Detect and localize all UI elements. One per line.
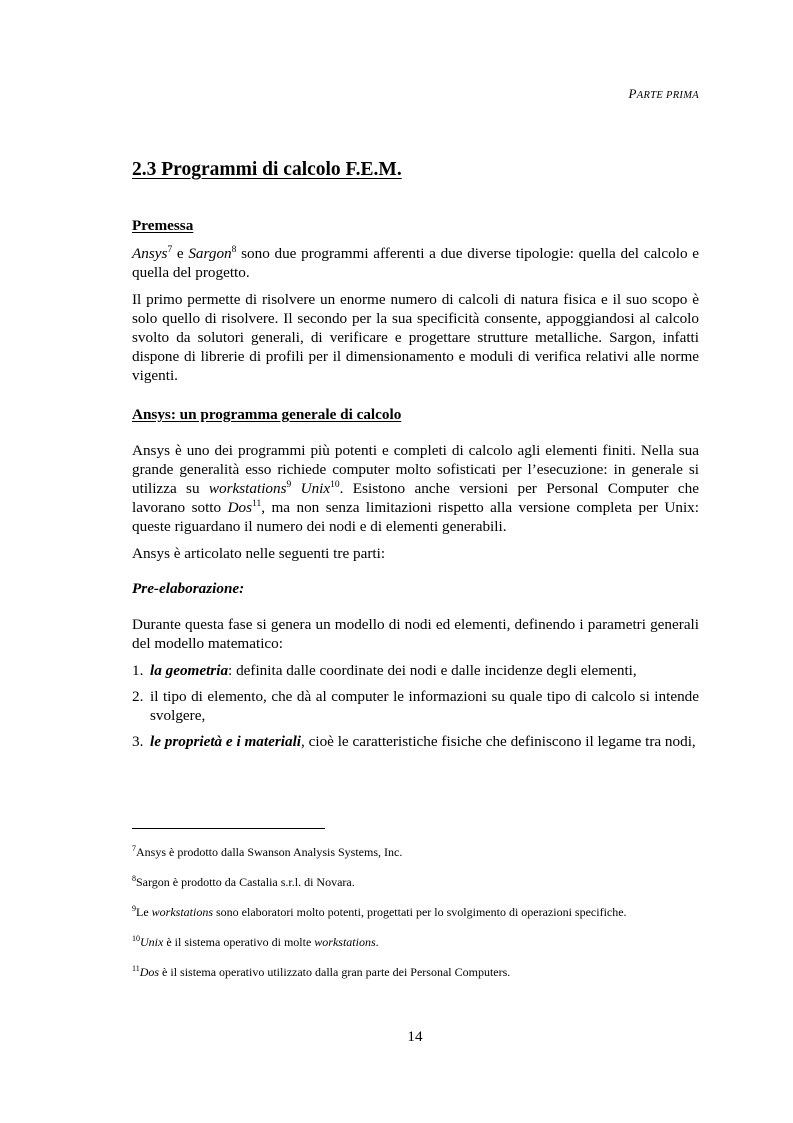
ansys-paragraph-2: Ansys è articolato nelle seguenti tre parti: [132,545,386,562]
footnote-term: workstations [151,905,213,919]
footnote-ref-10[interactable]: 10 [330,480,340,490]
list-item-emphasis: la geometria [150,662,229,679]
premessa-heading: Premessa [132,217,194,234]
main-content [132,158,699,758]
ansys-paragraph-1 [132,441,699,536]
workstations-term: workstations [208,480,287,497]
page-number: 14 [407,1028,423,1045]
sargon-term: Sargon [188,245,232,262]
list-number: 2. [132,688,144,705]
list-item-text: : definita dalle coordinate dei nodi e dalle incidenze degli elementi, [228,662,637,679]
footnote-text: . [375,935,379,949]
footnote-divider [132,828,325,829]
footnote-number: 8 [132,874,136,883]
premessa-p1-rest: sono due programmi afferenti a due diverse tipologie: quella del calcolo e quella del progetto. [132,245,699,281]
footnote-ref-9[interactable]: 9 [286,480,292,490]
footnote-text: è il sistema operativo utilizzato dalla gran parte dei Personal Computers. [159,965,511,979]
footnote-number: 9 [132,904,136,913]
list-item [132,687,699,725]
footnote-number: 10 [132,934,140,943]
premessa-paragraph-2: Il primo permette di risolvere un enorme numero di calcoli di natura fisica e il suo scopo è solo quello di risolvere. Il secondo per la sua specificità consente, appoggiandosi al calcolo svolto da solutori generali, di verificare e progettare strutture metalliche. Sargon, infatti dispone di librerie di profili per il dimensionamento e moduli di verifica relativi alle norme vigenti. [132,291,699,384]
footnote-10 [132,935,699,950]
footnote-ref-7[interactable]: 7 [167,245,173,255]
conjunction: e [172,245,189,262]
pre-elaborazione-heading: Pre-elaborazione: [132,580,245,597]
ansys-term: Ansys [132,245,168,262]
footnote-11 [132,965,699,980]
footnote-8 [132,875,699,890]
footnote-9 [132,905,699,920]
pre-elaborazione-intro: Durante questa fase si genera un modello di nodi ed elementi, definendo i parametri generali del modello matematico: [132,616,699,652]
footnote-text: Le [136,905,152,919]
footnote-term: workstations [314,935,376,949]
footnotes [132,845,699,995]
ansys-p1-c: , ma non senza limitazioni rispetto alla versione completa per Unix: queste riguardano il numero dei nodi e di elementi generabili. [132,499,699,535]
running-head [560,86,699,102]
dos-term: Dos [227,499,253,516]
ansys-p1-a: Ansys è uno dei programmi più potenti e completi di calcolo agli elementi finiti. Nella sua grande generalità esso richiede computer molto sofisticati per l’esecuzione: in generale si utilizza su [132,442,699,497]
footnote-text: Sargon è prodotto da Castalia s.r.l. di Novara. [136,875,355,889]
list-number: 3. [132,733,144,750]
footnote-text: Ansys è prodotto dalla Swanson Analysis Systems, Inc. [136,845,403,859]
premessa-paragraph-1 [132,244,699,282]
ansys-heading: Ansys: un programma generale di calcolo [132,406,402,423]
footnote-term: Dos [139,965,160,979]
list-item-emphasis: le proprietà e i materiali [150,733,302,750]
footnote-term: Unix [140,935,164,949]
footnote-ref-8[interactable]: 8 [231,245,237,255]
list-number: 1. [132,662,144,679]
running-head-rest: ARTE PRIMA [636,90,699,101]
unix-term: Unix [300,480,331,497]
list-item-text: , cioè le caratteristiche fisiche che definiscono il legame tra nodi, [301,733,696,750]
list-item [132,732,699,751]
footnote-number: 11 [132,964,140,973]
parameters-list [132,661,699,751]
list-item-text: il tipo di elemento, che dà al computer le informazioni su quale tipo di calcolo si intende svolgere, [150,688,699,724]
section-title: 2.3 Programmi di calcolo F.E.M. [132,159,402,180]
footnote-number: 7 [132,844,136,853]
footnote-text: è il sistema operativo di molte [163,935,315,949]
list-item [132,661,699,680]
footnote-7 [132,845,699,860]
running-head-initial: P [628,86,637,101]
footnote-ref-11[interactable]: 11 [252,499,262,509]
ansys-p1-b: . Esistono anche versioni per Personal Computer che lavorano sotto [132,480,700,516]
footnote-text: sono elaboratori molto potenti, progettati per lo svolgimento di operazioni specifiche. [213,905,627,919]
